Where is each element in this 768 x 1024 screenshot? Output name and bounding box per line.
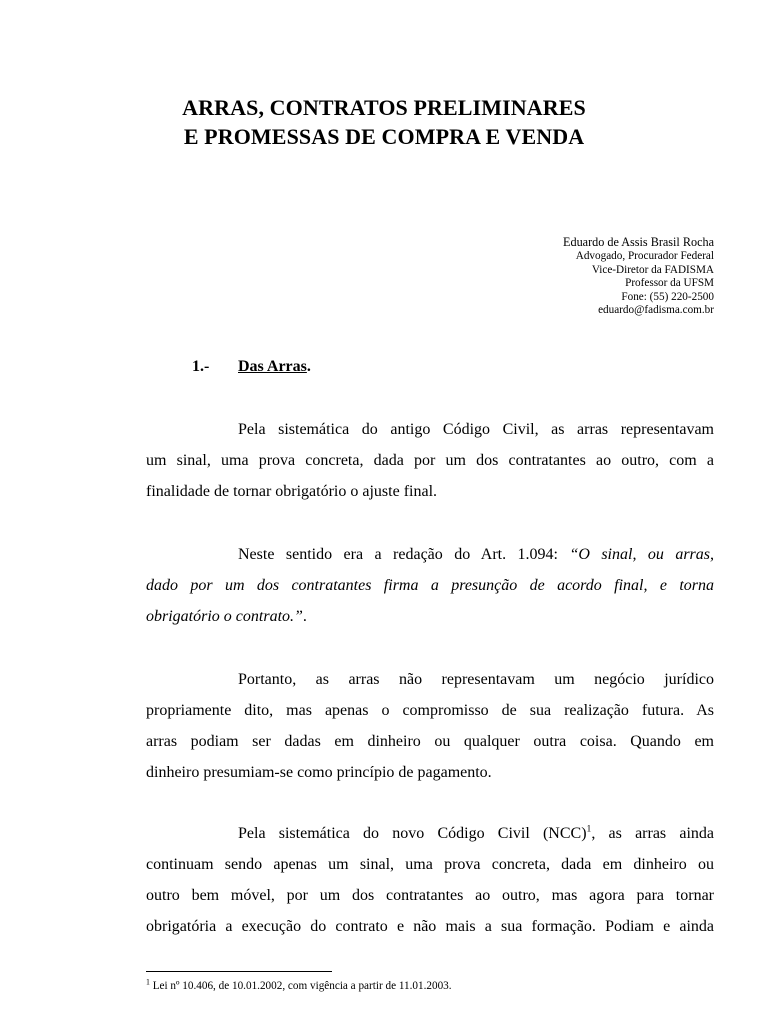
section-number: 1.- [192, 358, 210, 375]
section-heading [192, 357, 311, 377]
author-role-2: Vice-Diretor da FADISMA [591, 263, 714, 276]
paragraph-4-text-b: , as arras ainda [591, 825, 714, 842]
footnote-marker: 1 [146, 977, 150, 987]
paragraph-2-line-3 [146, 601, 714, 632]
footnote-text: Lei nº 10.406, de 10.01.2002, com vigência a partir de 11.01.2003. [149, 980, 452, 992]
title-line-2: E PROMESSAS DE COMPRA E VENDA [183, 124, 585, 149]
paragraph-3-line-2: propriamente dito, mas apenas o compromisso de sua realização futura. As [146, 702, 714, 719]
paragraph-2-text: Neste sentido era a redação do Art. 1.094: [238, 546, 570, 563]
paragraph-1-line-1: Pela sistemática do antigo Código Civil, as arras representavam [238, 421, 714, 438]
author-email: eduardo@fadisma.com.br [598, 304, 714, 317]
footnote-reference[interactable]: 1 [586, 823, 592, 835]
author-role-3: Professor da UFSM [625, 277, 714, 290]
title-line-1: ARRAS, CONTRATOS PRELIMINARES [182, 95, 586, 120]
paragraph-4-line-1 [146, 818, 714, 849]
paragraph-3-line-3: arras podiam ser dadas em dinheiro ou qualquer outra coisa. Quando em [146, 733, 714, 750]
paragraph-4 [146, 818, 714, 942]
author-role-1: Advogado, Procurador Federal [575, 250, 714, 262]
section-title: Das Arras [238, 358, 307, 375]
paragraph-4-line-3: outro bem móvel, por um dos contratantes ao outro, mas agora para tornar [146, 887, 714, 904]
paragraph-2-quote-start: “O sinal, ou arras, [569, 546, 715, 563]
paragraph-1 [146, 414, 714, 507]
author-name: Eduardo de Assis Brasil Rocha [563, 235, 714, 249]
document-title [100, 93, 668, 151]
footnote [146, 979, 452, 993]
paragraph-2-line-2 [146, 570, 714, 601]
footnote-divider [146, 971, 332, 972]
paragraph-2-quote-middle: dado por um dos contratantes firma a presunção de acordo final, e torna [146, 577, 714, 594]
paragraph-1-line-3: finalidade de tornar obrigatório o ajuste final. [146, 483, 438, 500]
paragraph-2 [146, 539, 714, 632]
author-phone: Fone: (55) 220-2500 [621, 290, 714, 303]
paragraph-4-line-4: obrigatória a execução do contrato e não mais a sua formação. Podiam e ainda [146, 918, 714, 935]
author-block [563, 235, 714, 318]
paragraph-2-line-1 [146, 539, 714, 570]
paragraph-1-line-2: um sinal, uma prova concreta, dada por um dos contratantes ao outro, com a [146, 452, 714, 469]
paragraph-2-tail: . [302, 608, 307, 625]
paragraph-3-line-4: dinheiro presumiam-se como princípio de pagamento. [146, 764, 492, 781]
paragraph-3 [146, 664, 714, 788]
paragraph-4-text-a: Pela sistemática do novo Código Civil (NCC) [238, 825, 587, 842]
paragraph-2-quote-end: obrigatório o contrato.” [146, 608, 303, 625]
section-title-period: . [306, 358, 311, 375]
paragraph-4-line-2: continuam sendo apenas um sinal, uma prova concreta, dada em dinheiro ou [146, 856, 714, 873]
paragraph-3-line-1: Portanto, as arras não representavam um negócio jurídico [238, 671, 714, 688]
